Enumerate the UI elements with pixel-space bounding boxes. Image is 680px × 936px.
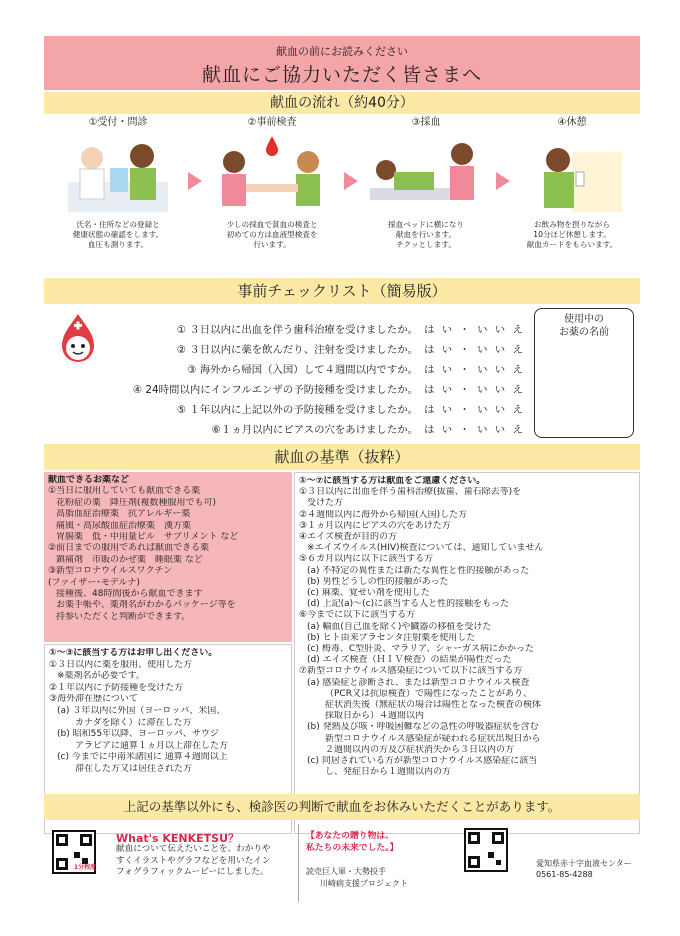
header — [44, 36, 640, 90]
criteria-line: ※薬剤名が必要です。 — [57, 671, 145, 682]
gift-message: 【あなたの贈り物は、 私たちの未来でした。】 — [306, 831, 399, 853]
yes-no[interactable]: は い ・ い い え — [424, 384, 525, 396]
criteria-line: 鎮痛剤 市販のかぜ薬 睡眠薬 など — [56, 554, 203, 565]
criteria-line: 新型コロナウイルス感染症が疑われる症状出現日から — [325, 733, 541, 744]
step-desc: 氏名・住所などの登録と 健康状態の確認をします。 血圧も測ります。 — [72, 220, 164, 249]
step-desc: お飲み物を摂りながら 10分ほど休憩します。 献血カードをもらいます。 — [526, 220, 618, 249]
criteria-line: 持参いただくと判断ができます。 — [56, 611, 191, 622]
flow-steps — [44, 116, 640, 276]
step-label: ③採血 — [411, 117, 441, 128]
criteria-line: (d) エイズ検査（ＨＩＶ検査）の結果が陽性だった — [307, 655, 512, 666]
arrow-icon — [188, 172, 202, 190]
criteria-line: ④エイズ検査が目的の方 — [299, 532, 397, 543]
criteria-line: 採取日から）４週間以内 — [325, 711, 425, 722]
footer — [44, 824, 640, 902]
whats-title: What's KENKETSU？ — [116, 832, 240, 845]
step-desc: 採血ベッドに横になり 献血を行います。 チクッとします。 — [388, 220, 464, 249]
whats-desc: 献血について伝えたいことを、わかりや すくイラストやグラフなどを用いたイン フォグラフィックムービーにしました。 — [116, 844, 271, 878]
bottom-note: 上記の基準以外にも、検診医の判断で献血をお休みいただくことがあります。 — [44, 794, 640, 820]
criteria-line: 接種後、48時間後から献血できます — [56, 589, 203, 600]
flow-step-4 — [504, 116, 640, 276]
criteria-line: (c) 麻薬、覚せい剤を使用した — [307, 588, 430, 599]
criteria-line: ②４週間以内に海外から帰国(入国)した方 — [299, 509, 468, 520]
criteria-line: 痛風・高尿酸血症治療薬 漢方薬 — [56, 520, 192, 531]
check-item-4: ④ 24時間以内にインフルエンザの予防接種を受けましたか。 は い ・ い い え — [104, 380, 519, 400]
criteria-line: ⑥今までに以下に該当する方 — [299, 610, 416, 621]
page-title: 献血にご協力いただく皆さまへ — [201, 64, 482, 86]
flow-step-3 — [358, 116, 494, 276]
checklist — [44, 308, 640, 442]
arrow-icon — [344, 172, 358, 190]
yes-no[interactable]: は い ・ い い え — [424, 364, 525, 376]
criteria-line: 滞在した方又は居住された方 — [75, 763, 193, 774]
yes-no[interactable]: は い ・ い い え — [424, 404, 525, 416]
criteria-line: ①〜⑦に該当する方は献血をご遠慮ください。 — [299, 476, 486, 486]
criteria-line: カナダを除く）に滞在した方 — [75, 717, 192, 728]
flow-title: 献血の流れ（約40分） — [44, 92, 640, 114]
criteria-line: ２週間以内の方及び症状消失から３日以内の方 — [325, 744, 515, 755]
yes-no[interactable]: は い ・ い い え — [424, 424, 525, 436]
criteria-line: (b) 男性どうしの性的接触があった — [307, 576, 449, 587]
divider — [298, 824, 299, 902]
criteria-line: 花粉症の薬 降圧剤(複数種服用でも可) — [56, 497, 217, 508]
criteria-line: ②１年以内に予防接種を受けた方 — [49, 682, 184, 693]
criteria-line: (c) 同居されている方が新型コロナウイルス感染症に該当 — [307, 756, 538, 767]
standards-left — [44, 472, 292, 834]
criteria-line: し、発症日から１週間以内の方 — [325, 767, 452, 778]
criteria-line: 受けた方 — [307, 498, 344, 509]
criteria-line: ①当日に服用していても献血できる薬 — [48, 486, 201, 497]
criteria-line: (c) 梅毒、C型肝炎、マラリア、シャーガス病にかかった — [307, 644, 535, 655]
criteria-line: ③海外滞在歴について — [49, 694, 138, 705]
criteria-line: (a) 輸血(自己血を除く)や臓器の移植を受けた — [307, 621, 492, 632]
criteria-line: お薬手帳や、薬剤名がわかるパッケージ等を — [56, 600, 236, 611]
reception-illustration — [58, 132, 178, 216]
flyer — [44, 36, 640, 902]
check-item-3: ③ 海外から帰国（入国）して４週間以内ですか。 は い ・ い い え — [104, 360, 519, 380]
criteria-line: ※エイズウイルス(HIV)検査については、通知していません — [307, 543, 544, 554]
pretest-illustration — [212, 132, 332, 216]
mascot-icon — [56, 312, 100, 368]
criteria-line: (b) ヒト由来プラセンタ注射薬を使用した — [307, 632, 476, 643]
step-label: ①受付・問診 — [88, 117, 148, 128]
criteria-line: ⑤６カ月以内に以下に該当する方 — [299, 554, 434, 565]
step-label: ④休憩 — [557, 117, 587, 128]
criteria-line: (b) 発熱及び咳・呼吸困難などの急性の呼吸器症状を含む — [307, 722, 539, 733]
criteria-line: ①〜③に該当する方はお申し出ください。 — [49, 648, 218, 658]
standards-title: 献血の基準（抜粋） — [44, 444, 640, 470]
yes-no[interactable]: は い ・ い い え — [424, 344, 525, 356]
criteria-line: (d) 上記(a)〜(c)に該当する人と性的接触をもった — [307, 599, 510, 610]
criteria-line: 胃腸薬 低・中用量ピル サプリメント など — [56, 532, 239, 543]
criteria-line: （PCR又は抗原検査）で陽性になったことがあり、 — [325, 688, 532, 699]
ok-medicines-box — [44, 472, 292, 642]
refuse-box — [294, 472, 640, 834]
criteria-line: (ファイザー･モデルナ) — [48, 577, 140, 588]
criteria-line: (c) 今までに中南米諸国に 通算４週間以上 — [57, 752, 228, 763]
criteria-line: ①３日以内に出血を伴う歯科治療(抜歯、歯石除去等)を — [299, 487, 522, 498]
medicine-name-box[interactable]: 使用中の お薬の名前 — [534, 308, 634, 438]
checklist-title: 事前チェックリスト（簡易版） — [44, 278, 640, 304]
criteria-line: (a) 感染症と診断され、または新型コロナウイルス検査 — [307, 677, 530, 688]
criteria-line: ①３日以内に薬を服用、使用した方 — [49, 659, 193, 670]
criteria-line: 高脂血症治療薬 抗アレルギー薬 — [56, 509, 191, 520]
check-item-6: ⑥１ヵ月以内にピアスの穴をあけましたか。 は い ・ い い え — [104, 420, 519, 440]
criteria-line: 症状消失後（無症状の場合は陽性となった検査の検体 — [325, 700, 542, 711]
criteria-line: (a) 不特定の異性または新たな異性と性的接触があった — [307, 565, 530, 576]
criteria-line: ②前日までの服用であれば献血できる薬 — [48, 543, 210, 554]
criteria-line: (a) ３年以内に外国（ヨーロッパ、米国、 — [57, 705, 226, 716]
flow-step-1 — [50, 116, 186, 276]
qr-tag: 1分程度 — [74, 864, 97, 871]
donation-illustration — [366, 132, 486, 216]
check-item-5: ⑤ １年以内に上記以外の予防接種を受けましたか。 は い ・ い い え — [104, 400, 519, 420]
check-item-2: ② ３日以内に薬を飲んだり、注射を受けましたか。 は い ・ い い え — [104, 340, 519, 360]
criteria-line: 献血できるお薬など — [48, 475, 130, 485]
criteria-line: ③新型コロナウイルスワクチン — [48, 566, 173, 577]
qr-code-icon[interactable] — [464, 828, 508, 872]
yes-no[interactable]: は い ・ い い え — [424, 324, 525, 336]
step-label: ②事前検査 — [247, 117, 297, 128]
project-name: 川崎病支援プロジェクト — [320, 879, 408, 888]
flow-step-2 — [204, 116, 340, 276]
criteria-line: アラビアに通算１ヵ月以上滞在した方 — [75, 740, 229, 751]
check-item-1: ① ３日以内に出血を伴う歯科治療を受けましたか。 は い ・ い い え — [104, 320, 519, 340]
criteria-line: ③１ヵ月以内にピアスの穴をあけた方 — [299, 520, 451, 531]
step-desc: 少しの採血で貧血の検査と 初めての方は血液型検査を 行います。 — [226, 220, 318, 249]
criteria-line: ⑦新型コロナウイルス感染症について以下に該当する方 — [299, 666, 523, 677]
project-sponsor: 読売巨人軍・大勢投手 — [306, 867, 386, 876]
blood-center-info: 愛知県赤十字血液センター 0561-85-4288 — [536, 859, 632, 879]
rest-illustration — [512, 132, 632, 216]
header-subtitle: 献血の前にお読みください — [276, 45, 408, 58]
criteria-line: (b) 昭和55年以降、ヨーロッパ、サウジ — [57, 729, 219, 740]
